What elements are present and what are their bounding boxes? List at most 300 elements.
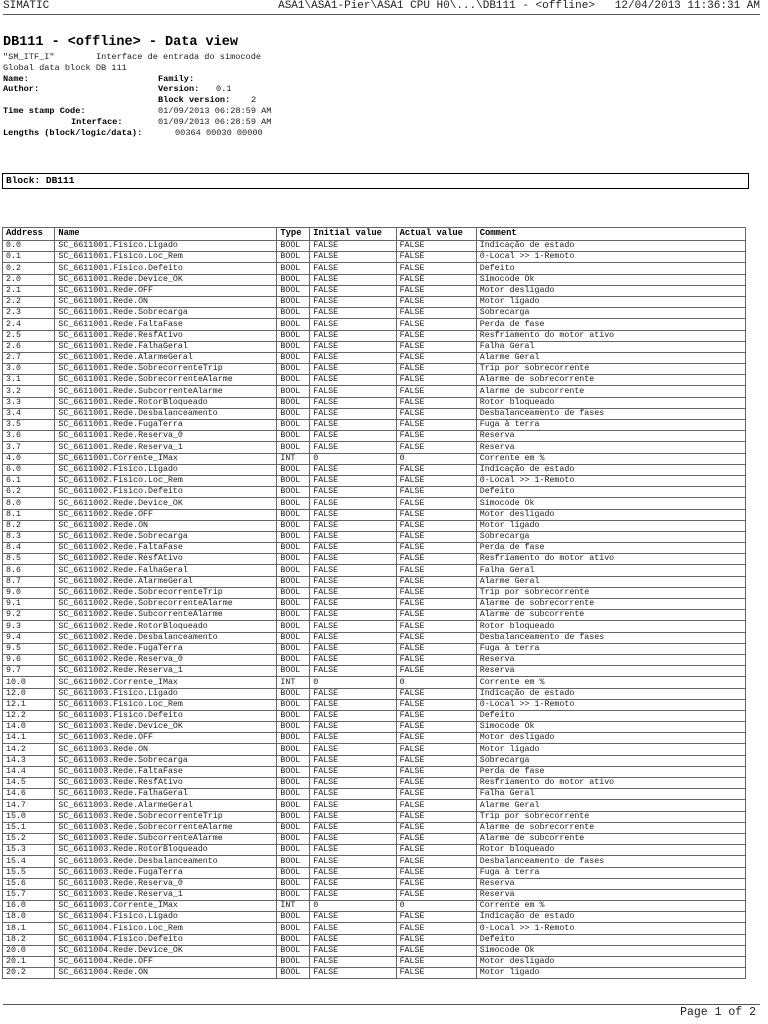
cell-actual-value: FALSE bbox=[396, 241, 476, 252]
cell-name: SC_6611002.Rede.FugaTerra bbox=[55, 643, 277, 654]
cell-address: 8.3 bbox=[3, 531, 55, 542]
cell-actual-value: FALSE bbox=[396, 554, 476, 565]
block-label: Block: DB111 bbox=[6, 175, 75, 186]
table-row bbox=[3, 554, 746, 565]
cell-address: 3.6 bbox=[3, 431, 55, 442]
cell-address: 2.5 bbox=[3, 330, 55, 341]
cell-initial-value: FALSE bbox=[310, 330, 396, 341]
cell-name: SC_6611002.Rede.Desbalanceamento bbox=[55, 632, 277, 643]
cell-type: BOOL bbox=[277, 252, 310, 263]
cell-name: SC_6611004.Fisico.Loc_Rem bbox=[55, 923, 277, 934]
cell-address: 14.7 bbox=[3, 800, 55, 811]
cell-initial-value: FALSE bbox=[310, 352, 396, 363]
cell-address: 3.4 bbox=[3, 408, 55, 419]
cell-comment: Simocode Ok bbox=[476, 274, 745, 285]
column-header-initial-value: Initial value bbox=[310, 228, 396, 241]
cell-actual-value: FALSE bbox=[396, 442, 476, 453]
cell-type: BOOL bbox=[277, 856, 310, 867]
cell-comment: Desbalanceamento de fases bbox=[476, 856, 745, 867]
cell-name: SC_6611002.Rede.SobrecorrenteTrip bbox=[55, 587, 277, 598]
cell-initial-value: 0 bbox=[310, 453, 396, 464]
cell-address: 9.2 bbox=[3, 610, 55, 621]
cell-initial-value: FALSE bbox=[310, 722, 396, 733]
cell-type: BOOL bbox=[277, 285, 310, 296]
table-row bbox=[3, 420, 746, 431]
cell-actual-value: FALSE bbox=[396, 509, 476, 520]
table-row bbox=[3, 408, 746, 419]
cell-name: SC_6611003.Rede.ResfAtivo bbox=[55, 778, 277, 789]
cell-actual-value: FALSE bbox=[396, 766, 476, 777]
cell-actual-value: FALSE bbox=[396, 296, 476, 307]
table-row bbox=[3, 654, 746, 665]
cell-address: 4.0 bbox=[3, 453, 55, 464]
table-row bbox=[3, 766, 746, 777]
table-row bbox=[3, 475, 746, 486]
cell-actual-value: 0 bbox=[396, 453, 476, 464]
cell-type: BOOL bbox=[277, 364, 310, 375]
table-row bbox=[3, 621, 746, 632]
cell-comment: Desbalanceamento de fases bbox=[476, 408, 745, 419]
cell-name: SC_6611002.Rede.FalhaGeral bbox=[55, 565, 277, 576]
table-row bbox=[3, 520, 746, 531]
cell-address: 9.6 bbox=[3, 654, 55, 665]
cell-initial-value: FALSE bbox=[310, 945, 396, 956]
cell-type: BOOL bbox=[277, 699, 310, 710]
column-header-type: Type bbox=[277, 228, 310, 241]
cell-actual-value: FALSE bbox=[396, 375, 476, 386]
table-row bbox=[3, 677, 746, 688]
cell-name: SC_6611002.Rede.SubcorrenteAlarme bbox=[55, 610, 277, 621]
cell-address: 2.2 bbox=[3, 296, 55, 307]
cell-actual-value: FALSE bbox=[396, 498, 476, 509]
cell-comment: Falha Geral bbox=[476, 565, 745, 576]
block-version-label: Block version: bbox=[158, 95, 231, 106]
cell-address: 9.1 bbox=[3, 599, 55, 610]
cell-initial-value: FALSE bbox=[310, 587, 396, 598]
cell-type: BOOL bbox=[277, 442, 310, 453]
cell-initial-value: FALSE bbox=[310, 498, 396, 509]
cell-actual-value: FALSE bbox=[396, 710, 476, 721]
cell-comment: Alarme de subcorrente bbox=[476, 386, 745, 397]
cell-address: 3.5 bbox=[3, 420, 55, 431]
cell-name: SC_6611003.Fisico.Loc_Rem bbox=[55, 699, 277, 710]
cell-initial-value: FALSE bbox=[310, 766, 396, 777]
table-row bbox=[3, 632, 746, 643]
table-row bbox=[3, 833, 746, 844]
cell-name: SC_6611001.Rede.SubcorrenteAlarme bbox=[55, 386, 277, 397]
data-view-table bbox=[2, 227, 746, 979]
cell-type: BOOL bbox=[277, 889, 310, 900]
cell-name: SC_6611002.Rede.Device_OK bbox=[55, 498, 277, 509]
table-row bbox=[3, 643, 746, 654]
cell-address: 20.2 bbox=[3, 968, 55, 979]
table-row bbox=[3, 319, 746, 330]
block-version-value: 2 bbox=[251, 95, 257, 106]
table-row bbox=[3, 576, 746, 587]
cell-type: BOOL bbox=[277, 934, 310, 945]
interface-label: Interface: bbox=[71, 116, 123, 127]
cell-initial-value: FALSE bbox=[310, 509, 396, 520]
cell-initial-value: FALSE bbox=[310, 442, 396, 453]
table-row bbox=[3, 442, 746, 453]
timestamp-code-value: 01/09/2013 06:28:59 AM bbox=[158, 105, 272, 116]
cell-comment: Sobrecarga bbox=[476, 755, 745, 766]
table-row bbox=[3, 509, 746, 520]
cell-initial-value: FALSE bbox=[310, 666, 396, 677]
cell-address: 8.2 bbox=[3, 520, 55, 531]
cell-type: BOOL bbox=[277, 587, 310, 598]
cell-actual-value: FALSE bbox=[396, 487, 476, 498]
cell-name: SC_6611003.Rede.SobrecorrenteTrip bbox=[55, 811, 277, 822]
cell-initial-value: FALSE bbox=[310, 308, 396, 319]
cell-address: 0.1 bbox=[3, 252, 55, 263]
cell-initial-value: FALSE bbox=[310, 241, 396, 252]
cell-initial-value: 0 bbox=[310, 901, 396, 912]
cell-initial-value: FALSE bbox=[310, 733, 396, 744]
cell-comment: Perda de fase bbox=[476, 766, 745, 777]
cell-initial-value: FALSE bbox=[310, 912, 396, 923]
cell-initial-value: FALSE bbox=[310, 375, 396, 386]
cell-name: SC_6611004.Rede.OFF bbox=[55, 957, 277, 968]
block-symbol-comment: Interface de entrada do simocode bbox=[96, 52, 262, 62]
cell-comment: Trip por sobrecorrente bbox=[476, 587, 745, 598]
cell-type: BOOL bbox=[277, 923, 310, 934]
cell-address: 3.0 bbox=[3, 364, 55, 375]
cell-name: SC_6611003.Fisico.Ligado bbox=[55, 688, 277, 699]
cell-comment: Alarme Geral bbox=[476, 352, 745, 363]
cell-comment: Alarme de sobrecorrente bbox=[476, 822, 745, 833]
table-row bbox=[3, 375, 746, 386]
cell-comment: Simocode Ok bbox=[476, 945, 745, 956]
cell-initial-value: FALSE bbox=[310, 778, 396, 789]
cell-comment: Reserva bbox=[476, 666, 745, 677]
cell-actual-value: FALSE bbox=[396, 789, 476, 800]
cell-address: 10.0 bbox=[3, 677, 55, 688]
cell-initial-value: FALSE bbox=[310, 856, 396, 867]
cell-initial-value: FALSE bbox=[310, 274, 396, 285]
table-row bbox=[3, 252, 746, 263]
cell-name: SC_6611003.Rede.ON bbox=[55, 744, 277, 755]
cell-name: SC_6611003.Rede.RotorBloqueado bbox=[55, 845, 277, 856]
table-row bbox=[3, 487, 746, 498]
cell-initial-value: FALSE bbox=[310, 408, 396, 419]
cell-name: SC_6611003.Rede.Sobrecarga bbox=[55, 755, 277, 766]
cell-actual-value: FALSE bbox=[396, 733, 476, 744]
cell-name: SC_6611003.Corrente_IMax bbox=[55, 901, 277, 912]
cell-initial-value: FALSE bbox=[310, 957, 396, 968]
cell-initial-value: FALSE bbox=[310, 923, 396, 934]
cell-name: SC_6611001.Rede.Device_OK bbox=[55, 274, 277, 285]
cell-address: 8.4 bbox=[3, 543, 55, 554]
version-label: Version: bbox=[158, 84, 200, 95]
cell-initial-value: FALSE bbox=[310, 285, 396, 296]
table-row bbox=[3, 957, 746, 968]
cell-address: 20.1 bbox=[3, 957, 55, 968]
cell-type: BOOL bbox=[277, 296, 310, 307]
cell-actual-value: FALSE bbox=[396, 274, 476, 285]
cell-comment: Indicação de estado bbox=[476, 241, 745, 252]
cell-comment: 0-Local >> 1-Remoto bbox=[476, 699, 745, 710]
cell-name: SC_6611001.Rede.Sobrecarga bbox=[55, 308, 277, 319]
cell-type: BOOL bbox=[277, 420, 310, 431]
cell-name: SC_6611003.Rede.FugaTerra bbox=[55, 867, 277, 878]
table-row bbox=[3, 274, 746, 285]
cell-name: SC_6611003.Rede.Reserva_1 bbox=[55, 889, 277, 900]
cell-type: BOOL bbox=[277, 308, 310, 319]
cell-name: SC_6611002.Rede.ON bbox=[55, 520, 277, 531]
cell-address: 16.0 bbox=[3, 901, 55, 912]
cell-address: 18.1 bbox=[3, 923, 55, 934]
cell-address: 0.2 bbox=[3, 263, 55, 274]
cell-type: BOOL bbox=[277, 498, 310, 509]
cell-actual-value: FALSE bbox=[396, 464, 476, 475]
cell-actual-value: FALSE bbox=[396, 587, 476, 598]
table-row bbox=[3, 531, 746, 542]
cell-address: 14.3 bbox=[3, 755, 55, 766]
cell-address: 8.6 bbox=[3, 565, 55, 576]
cell-initial-value: FALSE bbox=[310, 531, 396, 542]
cell-type: BOOL bbox=[277, 755, 310, 766]
cell-address: 2.3 bbox=[3, 308, 55, 319]
cell-type: BOOL bbox=[277, 319, 310, 330]
cell-name: SC_6611002.Rede.RotorBloqueado bbox=[55, 621, 277, 632]
table-row bbox=[3, 330, 746, 341]
table-row bbox=[3, 498, 746, 509]
cell-actual-value: FALSE bbox=[396, 699, 476, 710]
interface-value: 01/09/2013 06:28:59 AM bbox=[158, 116, 272, 127]
cell-comment: Perda de fase bbox=[476, 319, 745, 330]
cell-comment: Corrente em % bbox=[476, 901, 745, 912]
table-row bbox=[3, 778, 746, 789]
table-row bbox=[3, 755, 746, 766]
cell-actual-value: FALSE bbox=[396, 397, 476, 408]
cell-address: 12.0 bbox=[3, 688, 55, 699]
cell-type: INT bbox=[277, 453, 310, 464]
cell-initial-value: FALSE bbox=[310, 632, 396, 643]
lengths-value: 00364 00030 00000 bbox=[175, 127, 263, 138]
cell-comment: Rotor bloqueado bbox=[476, 621, 745, 632]
cell-name: SC_6611002.Fisico.Defeito bbox=[55, 487, 277, 498]
cell-address: 8.1 bbox=[3, 509, 55, 520]
cell-actual-value: FALSE bbox=[396, 341, 476, 352]
cell-type: BOOL bbox=[277, 520, 310, 531]
table-row bbox=[3, 710, 746, 721]
cell-type: BOOL bbox=[277, 800, 310, 811]
cell-address: 9.0 bbox=[3, 587, 55, 598]
cell-comment: Defeito bbox=[476, 934, 745, 945]
cell-name: SC_6611001.Fisico.Defeito bbox=[55, 263, 277, 274]
cell-actual-value: FALSE bbox=[396, 364, 476, 375]
cell-name: SC_6611002.Rede.FaltaFase bbox=[55, 543, 277, 554]
cell-name: SC_6611002.Rede.Sobrecarga bbox=[55, 531, 277, 542]
app-name: SIMATIC bbox=[3, 0, 50, 12]
table-row bbox=[3, 744, 746, 755]
table-row bbox=[3, 565, 746, 576]
cell-comment: Rotor bloqueado bbox=[476, 845, 745, 856]
cell-address: 12.1 bbox=[3, 699, 55, 710]
cell-comment: Desbalanceamento de fases bbox=[476, 632, 745, 643]
cell-comment: Fuga à terra bbox=[476, 643, 745, 654]
author-label: Author: bbox=[3, 84, 40, 95]
timestamp-code-label: Time stamp Code: bbox=[3, 105, 86, 116]
cell-initial-value: FALSE bbox=[310, 800, 396, 811]
cell-address: 9.3 bbox=[3, 621, 55, 632]
cell-address: 15.6 bbox=[3, 878, 55, 889]
cell-comment: Corrente em % bbox=[476, 453, 745, 464]
cell-name: SC_6611001.Rede.SobrecorrenteAlarme bbox=[55, 375, 277, 386]
cell-address: 15.5 bbox=[3, 867, 55, 878]
table-row bbox=[3, 945, 746, 956]
cell-name: SC_6611001.Rede.ResfAtivo bbox=[55, 330, 277, 341]
cell-comment: Alarme Geral bbox=[476, 800, 745, 811]
cell-comment: Resfriamento do motor ativo bbox=[476, 330, 745, 341]
cell-initial-value: FALSE bbox=[310, 867, 396, 878]
cell-comment: Falha Geral bbox=[476, 341, 745, 352]
cell-comment: Trip por sobrecorrente bbox=[476, 364, 745, 375]
cell-initial-value: FALSE bbox=[310, 397, 396, 408]
cell-actual-value: FALSE bbox=[396, 252, 476, 263]
cell-name: SC_6611002.Fisico.Ligado bbox=[55, 464, 277, 475]
cell-comment: Fuga à terra bbox=[476, 420, 745, 431]
cell-name: SC_6611001.Rede.RotorBloqueado bbox=[55, 397, 277, 408]
cell-address: 12.2 bbox=[3, 710, 55, 721]
cell-actual-value: FALSE bbox=[396, 968, 476, 979]
cell-actual-value: FALSE bbox=[396, 778, 476, 789]
cell-initial-value: FALSE bbox=[310, 487, 396, 498]
cell-comment: Motor ligado bbox=[476, 296, 745, 307]
cell-type: BOOL bbox=[277, 352, 310, 363]
cell-address: 2.1 bbox=[3, 285, 55, 296]
cell-name: SC_6611002.Rede.SobrecorrenteAlarme bbox=[55, 599, 277, 610]
table-row bbox=[3, 968, 746, 979]
cell-address: 20.0 bbox=[3, 945, 55, 956]
cell-address: 14.5 bbox=[3, 778, 55, 789]
block-kind: Global data block DB 111 bbox=[3, 62, 127, 73]
cell-address: 2.0 bbox=[3, 274, 55, 285]
cell-comment: Reserva bbox=[476, 442, 745, 453]
column-header-name: Name bbox=[55, 228, 277, 241]
cell-address: 14.6 bbox=[3, 789, 55, 800]
cell-actual-value: 0 bbox=[396, 677, 476, 688]
cell-type: BOOL bbox=[277, 487, 310, 498]
cell-type: BOOL bbox=[277, 845, 310, 856]
cell-comment: 0-Local >> 1-Remoto bbox=[476, 923, 745, 934]
cell-comment: Motor desligado bbox=[476, 285, 745, 296]
cell-name: SC_6611003.Rede.Device_OK bbox=[55, 722, 277, 733]
table-body bbox=[3, 241, 746, 979]
cell-actual-value: FALSE bbox=[396, 263, 476, 274]
cell-comment: 0-Local >> 1-Remoto bbox=[476, 252, 745, 263]
cell-name: SC_6611002.Fisico.Loc_Rem bbox=[55, 475, 277, 486]
cell-initial-value: FALSE bbox=[310, 576, 396, 587]
cell-comment: Sobrecarga bbox=[476, 531, 745, 542]
cell-comment: Corrente em % bbox=[476, 677, 745, 688]
cell-name: SC_6611001.Rede.FaltaFase bbox=[55, 319, 277, 330]
cell-type: BOOL bbox=[277, 330, 310, 341]
cell-actual-value: FALSE bbox=[396, 945, 476, 956]
table-row bbox=[3, 912, 746, 923]
cell-initial-value: FALSE bbox=[310, 878, 396, 889]
cell-name: SC_6611003.Rede.OFF bbox=[55, 733, 277, 744]
table-row bbox=[3, 889, 746, 900]
cell-name: SC_6611002.Rede.Reserva_0 bbox=[55, 654, 277, 665]
table-row bbox=[3, 352, 746, 363]
cell-type: BOOL bbox=[277, 599, 310, 610]
cell-actual-value: FALSE bbox=[396, 420, 476, 431]
cell-initial-value: FALSE bbox=[310, 968, 396, 979]
block-path: ASA1\ASA1-Pier\ASA1 CPU H0\...\DB111 - <offline> bbox=[278, 0, 595, 12]
cell-initial-value: FALSE bbox=[310, 643, 396, 654]
cell-comment: Motor desligado bbox=[476, 509, 745, 520]
cell-type: BOOL bbox=[277, 654, 310, 665]
cell-comment: Indicação de estado bbox=[476, 688, 745, 699]
cell-address: 15.3 bbox=[3, 845, 55, 856]
cell-actual-value: FALSE bbox=[396, 475, 476, 486]
table-row bbox=[3, 285, 746, 296]
cell-initial-value: FALSE bbox=[310, 699, 396, 710]
table-row bbox=[3, 543, 746, 554]
cell-actual-value: FALSE bbox=[396, 889, 476, 900]
table-row bbox=[3, 845, 746, 856]
cell-initial-value: FALSE bbox=[310, 654, 396, 665]
cell-address: 6.1 bbox=[3, 475, 55, 486]
cell-name: SC_6611004.Rede.ON bbox=[55, 968, 277, 979]
cell-actual-value: FALSE bbox=[396, 319, 476, 330]
cell-name: SC_6611001.Fisico.Ligado bbox=[55, 241, 277, 252]
cell-type: BOOL bbox=[277, 722, 310, 733]
cell-comment: Reserva bbox=[476, 889, 745, 900]
cell-type: BOOL bbox=[277, 878, 310, 889]
cell-initial-value: FALSE bbox=[310, 822, 396, 833]
cell-initial-value: FALSE bbox=[310, 464, 396, 475]
cell-type: BOOL bbox=[277, 710, 310, 721]
cell-address: 18.0 bbox=[3, 912, 55, 923]
table-row bbox=[3, 811, 746, 822]
cell-actual-value: FALSE bbox=[396, 845, 476, 856]
cell-name: SC_6611004.Rede.Device_OK bbox=[55, 945, 277, 956]
cell-initial-value: FALSE bbox=[310, 475, 396, 486]
table-row bbox=[3, 867, 746, 878]
table-row bbox=[3, 431, 746, 442]
table-row bbox=[3, 341, 746, 352]
table-row bbox=[3, 822, 746, 833]
cell-actual-value: FALSE bbox=[396, 934, 476, 945]
cell-comment: Trip por sobrecorrente bbox=[476, 811, 745, 822]
cell-comment: 0-Local >> 1-Remoto bbox=[476, 475, 745, 486]
cell-initial-value: FALSE bbox=[310, 889, 396, 900]
cell-name: SC_6611001.Rede.FalhaGeral bbox=[55, 341, 277, 352]
cell-actual-value: FALSE bbox=[396, 599, 476, 610]
cell-address: 14.2 bbox=[3, 744, 55, 755]
name-label: Name: bbox=[3, 73, 29, 84]
cell-comment: Indicação de estado bbox=[476, 912, 745, 923]
cell-initial-value: FALSE bbox=[310, 263, 396, 274]
cell-actual-value: FALSE bbox=[396, 621, 476, 632]
cell-actual-value: FALSE bbox=[396, 520, 476, 531]
cell-type: BOOL bbox=[277, 274, 310, 285]
cell-type: BOOL bbox=[277, 945, 310, 956]
cell-comment: Motor ligado bbox=[476, 744, 745, 755]
cell-type: BOOL bbox=[277, 509, 310, 520]
cell-type: BOOL bbox=[277, 263, 310, 274]
cell-address: 3.3 bbox=[3, 397, 55, 408]
cell-address: 6.0 bbox=[3, 464, 55, 475]
cell-address: 15.1 bbox=[3, 822, 55, 833]
table-row bbox=[3, 386, 746, 397]
cell-address: 15.4 bbox=[3, 856, 55, 867]
cell-type: BOOL bbox=[277, 822, 310, 833]
cell-actual-value: FALSE bbox=[396, 744, 476, 755]
